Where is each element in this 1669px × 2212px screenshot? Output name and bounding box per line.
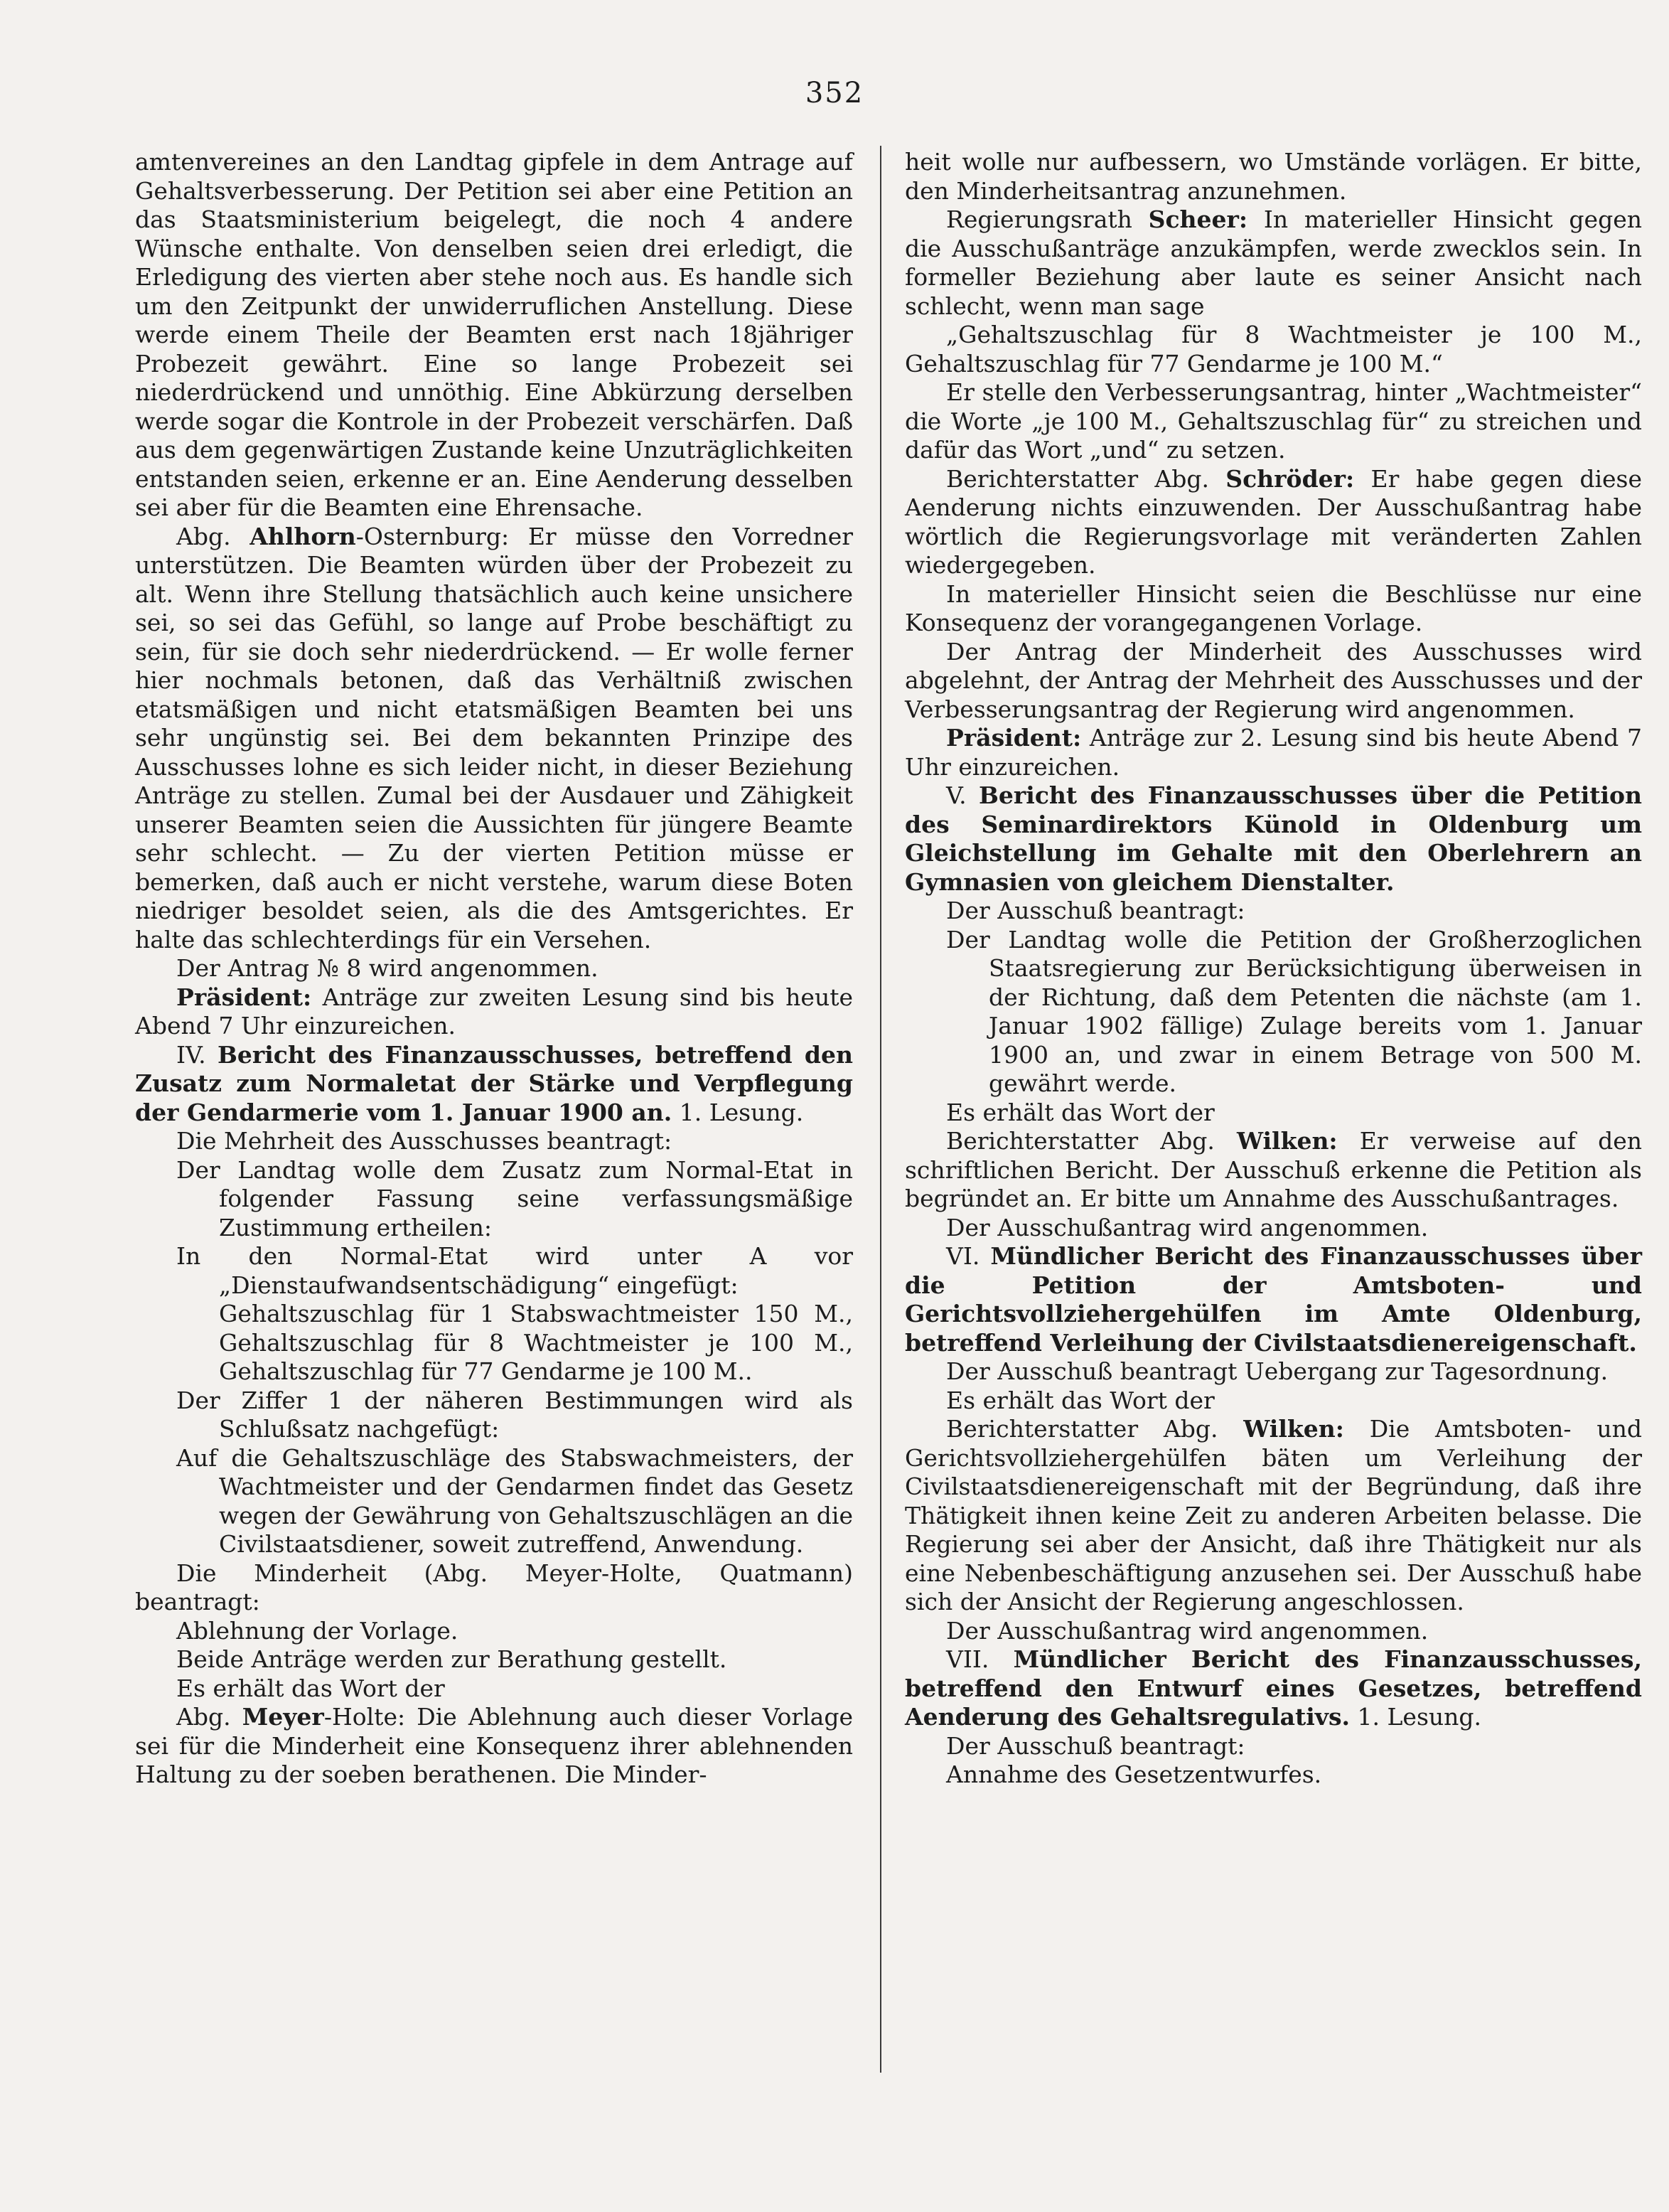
left-paragraph <box>135 1242 853 1300</box>
bold-heading: Scheer: <box>1148 205 1248 233</box>
paragraph-text: In materieller Hinsicht seien die Beschlüsse nur eine Konsequenz der vorangegangenen Vorlage. <box>905 579 1642 636</box>
paragraph-lead: Berichterstatter Abg. <box>946 464 1226 493</box>
paragraph-text: Der Landtag wolle dem Zusatz zum Normal-Etat in folgender Fassung seine verfassungsmäßige Zustimmung ertheilen: <box>176 1155 853 1241</box>
left-paragraph <box>135 1617 853 1646</box>
paragraph-lead: VII. <box>946 1645 1014 1673</box>
paragraph-lead: Regierungsrath <box>946 205 1149 233</box>
right-paragraph <box>905 1386 1642 1416</box>
paragraph-text: „Gehaltszuschlag für 8 Wachtmeister je 100 M., Gehaltszuschlag für 77 Gendarme je 100 M.“ <box>905 321 1642 378</box>
right-paragraph <box>905 897 1642 926</box>
left-column <box>135 148 853 1790</box>
paragraph-lead: Berichterstatter Abg. <box>946 1415 1244 1443</box>
paragraph-text: Der Landtag wolle die Petition der Großherzoglichen Staatsregierung zur Berücksichtigung überweisen in der Richtung, daß dem Petenten die nächste (am 1. Januar 1902 fällige) Zulage bereits vom 1. Januar 1900 an, und zwar in einem Betrage von 500 M. gewährt werde. <box>946 925 1642 1097</box>
left-paragraph <box>135 1386 853 1444</box>
right-paragraph <box>905 378 1642 465</box>
left-paragraph <box>135 1645 853 1674</box>
paragraph-text: 1. Lesung. <box>672 1098 804 1126</box>
paragraph-text: heit wolle nur aufbessern, wo Umstände vorlägen. Er bitte, den Minderheitsantrag anzunehmen. <box>905 148 1642 205</box>
paragraph-lead: IV. <box>176 1040 218 1069</box>
paragraph-text: Ablehnung der Vorlage. <box>176 1616 458 1645</box>
paragraph-text: Der Ziffer 1 der näheren Bestimmungen wird als Schlußsatz nachgefügt: <box>176 1386 853 1443</box>
bold-heading: Mündlicher Bericht des Finanzausschusses, betreffend den Entwurf eines Gesetzes, betreffend Aenderung des Gehaltsregulativs. <box>905 1645 1642 1731</box>
paragraph-text: 1. Lesung. <box>1350 1703 1482 1731</box>
paragraph-lead: V. <box>946 781 980 809</box>
right-paragraph <box>905 1760 1642 1790</box>
paragraph-lead: VI. <box>946 1242 991 1270</box>
left-paragraph <box>135 954 853 983</box>
paragraph-text: amtenvereines an den Landtag gipfele in dem Antrage auf Gehaltsverbesserung. Der Petition sei aber eine Petition an das Staatsministerium beigelegt, die noch 4 andere Wünsche enthalte. Von denselben seien drei erledigt, die Erledigung des vierten aber stehe noch aus. Es handle sich um den Zeitpunkt der unwiderruflichen Anstellung. Diese werde einem Theile der Beamten erst nach 18jähriger Probezeit gewährt. Eine so lange Probezeit sei niederdrückend und unnöthig. Eine Abkürzung derselben werde sogar die Kontrole in der Probezeit verschärfen. Daß aus dem gegenwärtigen Zustande keine Unzuträglichkeiten entstanden seien, erkenne er an. Eine Aenderung desselben sei aber für die Beamten eine Ehrensache. <box>135 148 853 521</box>
paragraph-text: Anträge zur zweiten Lesung sind bis heute Abend 7 Uhr einzureichen. <box>135 983 853 1040</box>
bold-heading: Bericht des Finanzausschusses, betreffend den Zusatz zum Normaletat der Stärke und Verpflegung der Gendarmerie vom 1. Januar 1900 an. <box>135 1040 853 1126</box>
bold-heading: Schröder: <box>1225 464 1355 493</box>
paragraph-text: In den Normal-Etat wird unter A vor „Dienstaufwandsentschädigung“ eingefügt: <box>176 1242 853 1299</box>
bold-heading: Mündlicher Bericht des Finanzausschusses über die Petition der Amtsboten- und Gerichtsvollziehergehülfen im Amte Oldenburg, betreffend Verleihung der Civilstaatsdienereigenschaft. <box>905 1242 1642 1357</box>
paragraph-lead: Abg. <box>176 1703 242 1731</box>
paragraph-text: Er verweise auf den schriftlichen Bericht. Der Ausschuß erkenne die Petition als begründet an. Er bitte um Annahme des Ausschußantrages. <box>905 1127 1642 1212</box>
paragraph-text: Anträge zur 2. Lesung sind bis heute Abend 7 Uhr einzureichen. <box>905 724 1642 781</box>
paragraph-text: -Osternburg: Er müsse den Vorredner unterstützen. Die Beamten würden über der Probezeit zu alt. Wenn ihre Stellung thatsächlich auch keine unsichere sei, so sei das Gefühl, so lange auf Probe beschäftigt zu sein, für sie doch sehr niederdrückend. — Er wolle ferner hier nochmals betonen, daß das Verhältniß zwischen etatsmäßigen und nicht etatsmäßigen Beamten bei uns sehr ungünstig sei. Bei dem bekannten Prinzipe des Ausschusses lohne es sich leider nicht, in dieser Beziehung Anträge zu stellen. Zumal bei der Ausdauer und Zähigkeit unserer Beamten seien die Aussichten für jüngere Beamte sehr schlecht. — Zu der vierten Petition müsse er bemerken, daß auch er nicht verstehe, warum diese Boten niedriger besoldet seien, als die des Amtsgerichtes. Er halte das schlechterdings für ein Versehen. <box>135 522 854 953</box>
bold-heading: Wilken: <box>1243 1415 1344 1443</box>
paragraph-text: Der Ausschuß beantragt Uebergang zur Tagesordnung. <box>946 1357 1609 1385</box>
left-paragraph <box>135 1559 853 1617</box>
right-paragraph <box>905 638 1642 725</box>
bold-heading: Präsident: <box>946 724 1082 752</box>
bold-heading: Ahlhorn <box>249 522 356 550</box>
left-paragraph <box>135 1703 853 1790</box>
right-paragraph <box>905 1645 1642 1732</box>
right-paragraph <box>905 321 1642 378</box>
right-paragraph <box>905 1242 1642 1357</box>
page-number: 352 <box>805 77 864 109</box>
right-paragraph <box>905 1099 1642 1128</box>
paragraph-text: Er stelle den Verbesserungsantrag, hinter „Wachtmeister“ die Worte „je 100 M., Gehaltszuschlag für“ zu streichen und dafür das Wort „und“ zu setzen. <box>905 378 1642 464</box>
paragraph-text: Die Amtsboten- und Gerichtsvollziehergehülfen bäten um Verleihung der Civilstaatsdienereigenschaft mit der Begründung, daß ihre Thätigkeit ihnen keine Zeit zu anderen Arbeiten belasse. Die Regierung sei aber der Ansicht, daß ihre Thätigkeit nur als eine Nebenbeschäftigung anzusehen sei. Der Ausschuß habe sich der Ansicht der Regierung angeschlossen. <box>905 1415 1642 1615</box>
paragraph-text: Der Antrag № 8 wird angenommen. <box>176 954 599 982</box>
paragraph-text: In materieller Hinsicht gegen die Ausschußanträge anzukämpfen, werde zwecklos sein. In formeller Beziehung aber laute es seiner Ansicht nach schlecht, wenn man sage <box>905 205 1642 320</box>
bold-heading: Bericht des Finanzausschusses über die Petition des Seminardirektors Künold in Oldenburg um Gleichstellung im Gehalte mit den Oberlehrern an Gymnasien von gleichem Dienstalter. <box>905 781 1643 896</box>
paragraph-text: Er habe gegen diese Aenderung nichts einzuwenden. Der Ausschußantrag habe wörtlich die Regierungsvorlage mit veränderten Zahlen wiedergegeben. <box>905 464 1642 579</box>
paragraph-text: Es erhält das Wort der <box>176 1674 445 1702</box>
left-paragraph <box>135 148 853 523</box>
paragraph-text: Der Ausschuß beantragt: <box>946 897 1245 924</box>
left-paragraph <box>135 1156 853 1243</box>
right-paragraph <box>905 1415 1642 1617</box>
left-paragraph <box>135 1041 853 1128</box>
right-paragraph <box>905 781 1642 897</box>
right-paragraph <box>905 926 1642 1099</box>
bold-heading: Präsident: <box>176 983 312 1011</box>
paragraph-text: Der Ausschuß beantragt: <box>946 1731 1245 1760</box>
paragraph-text: Gehaltszuschlag für 1 Stabswachtmeister 150 M., Gehaltszuschlag für 8 Wachtmeister je 100 M., Gehaltszuschlag für 77 Gendarme je 100 M.. <box>219 1300 853 1385</box>
right-paragraph <box>905 580 1642 638</box>
left-paragraph <box>135 1444 853 1559</box>
paragraph-text: -Holte: Die Ablehnung auch dieser Vorlage sei für die Minderheit eine Konsequenz ihrer ablehnenden Haltung zu der soeben berathenen. Die Minder- <box>135 1703 854 1788</box>
right-paragraph <box>905 1617 1642 1646</box>
left-paragraph <box>135 1127 853 1156</box>
left-paragraph <box>135 1300 853 1386</box>
left-paragraph <box>135 1674 853 1704</box>
paragraph-lead: Berichterstatter Abg. <box>946 1127 1238 1155</box>
paragraph-lead: Abg. <box>176 522 250 550</box>
bold-heading: Wilken: <box>1237 1127 1338 1155</box>
right-column <box>905 148 1642 1790</box>
right-paragraph <box>905 1127 1642 1214</box>
paragraph-text: Die Minderheit (Abg. Meyer-Holte, Quatmann) beantragt: <box>135 1559 853 1615</box>
paragraph-text: Annahme des Gesetzentwurfes. <box>946 1760 1322 1788</box>
right-paragraph <box>905 148 1642 205</box>
right-paragraph <box>905 1357 1642 1386</box>
bold-heading: Meyer <box>242 1703 324 1731</box>
paragraph-text: Es erhält das Wort der <box>946 1098 1215 1126</box>
right-paragraph <box>905 465 1642 580</box>
paragraph-text: Der Ausschußantrag wird angenommen. <box>946 1616 1429 1645</box>
right-paragraph <box>905 724 1642 781</box>
paragraph-text: Beide Anträge werden zur Berathung gestellt. <box>176 1645 727 1673</box>
paragraph-text: Der Ausschußantrag wird angenommen. <box>946 1213 1429 1241</box>
right-paragraph <box>905 1214 1642 1243</box>
left-paragraph <box>135 523 853 955</box>
paragraph-text: Es erhält das Wort der <box>946 1386 1215 1414</box>
column-divider <box>880 146 881 2073</box>
paragraph-text: Die Mehrheit des Ausschusses beantragt: <box>176 1127 672 1155</box>
paragraph-text: Auf die Gehaltszuschläge des Stabswachmeisters, der Wachtmeister und der Gendarmen findet das Gesetz wegen der Gewährung von Gehaltszuschlägen an die Civilstaatsdiener, soweit zutreffend, Anwendung. <box>176 1443 853 1558</box>
right-paragraph <box>905 1732 1642 1761</box>
paragraph-text: Der Antrag der Minderheit des Ausschusses wird abgelehnt, der Antrag der Mehrheit des Ausschusses und der Verbesserungsantrag der Regierung wird angenommen. <box>905 637 1642 723</box>
right-paragraph <box>905 205 1642 321</box>
left-paragraph <box>135 983 853 1041</box>
